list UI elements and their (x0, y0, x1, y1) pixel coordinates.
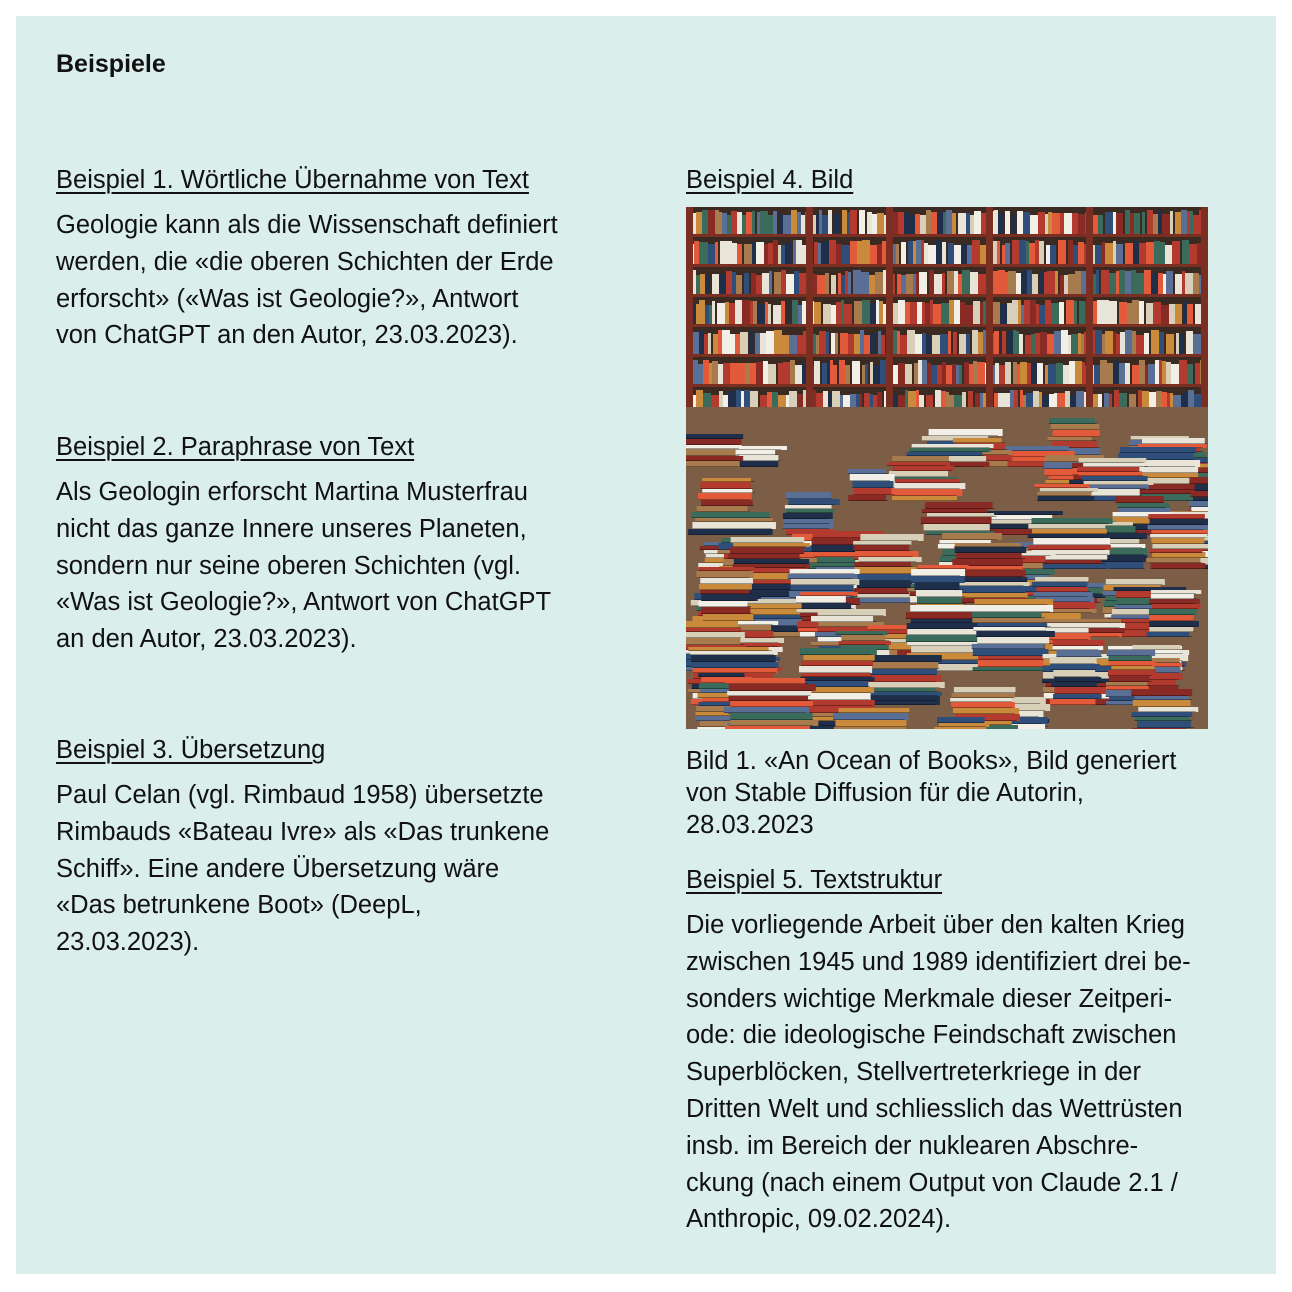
example-4 (686, 166, 1256, 841)
example-1-title: Beispiel 1. Wörtliche Übernahme von Text (56, 166, 529, 194)
example-3 (56, 736, 636, 961)
library-books-illustration (686, 207, 1208, 729)
example-3-title: Beispiel 3. Übersetzung (56, 736, 326, 764)
example-2-body: Als Geologin erforscht Martina Musterfrau nicht das ganze Innere unseres Planeten, sondern nur seine oberen Schichten (vgl. «Was ist Geologie?», Antwort von ChatGPT an den Autor, 23.03.2023). (56, 478, 552, 654)
example-2-title: Beispiel 2. Paraphrase von Text (56, 433, 415, 461)
example-1 (56, 166, 636, 354)
examples-panel (16, 16, 1276, 1274)
image-caption: Bild 1. «An Ocean of Books», Bild generiert von Stable Diffusion für die Autorin, 28.03.2023 (686, 747, 1177, 839)
example-1-body: Geologie kann als die Wissenschaft definiert werden, die «die oberen Schichten der Erde erforscht» («Was ist Geologie?», Antwort von ChatGPT an den Autor, 23.03.2023). (56, 211, 558, 350)
example-2 (56, 433, 636, 658)
library-books-image (686, 207, 1208, 729)
example-3-body: Paul Celan (vgl. Rimbaud 1958) übersetzte Rimbauds «Bateau Ivre» als «Das trunkene Schiff». Eine andere Übersetzung wäre «Das betrunkene Boot» (DeepL, 23.03.2023). (56, 781, 550, 957)
example-4-title: Beispiel 4. Bild (686, 166, 854, 194)
page-heading: Beispiele (56, 50, 166, 78)
example-5 (686, 866, 1256, 1238)
example-5-title: Beispiel 5. Textstruktur (686, 866, 943, 894)
example-5-body: Die vorliegende Arbeit über den kalten Krieg zwischen 1945 und 1989 identifiziert drei be- sonders wichtige Merkmale dieser Zeitperi- ode: die ideologische Feindschaft zwischen Superblöcken, Stellvertreterkriege in der Dritten Welt und schliesslich das Wettrüsten insb. im Bereich der nuklearen Abschre- ckung (nach einem Output von Claude 2.1 / Anthropic, 09.02.2024). (686, 911, 1191, 1234)
